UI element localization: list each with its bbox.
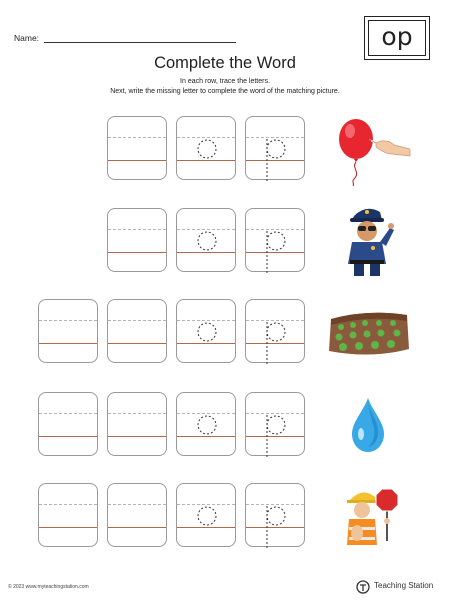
name-line[interactable] [44,42,236,43]
cop-picture [342,204,402,278]
letter-box-blank[interactable] [38,299,98,363]
letter-box-trace-o[interactable] [176,116,236,180]
letter-box-blank[interactable] [107,483,167,547]
balloon-pop-picture [334,112,414,188]
instruction-line-2: Next, write the missing letter to complete the word of the matching picture. [110,88,340,95]
letter-box-trace-o[interactable] [176,483,236,547]
letter-box-trace-p[interactable] [245,483,305,547]
letter-box-trace-o[interactable] [176,208,236,272]
letter-box-trace-p[interactable] [245,116,305,180]
logo-text: Teaching Station [374,581,434,590]
instruction-line-1: In each row, trace the letters. [180,78,270,85]
letter-box-trace-p[interactable] [245,208,305,272]
crop-picture [327,305,411,359]
word-family-text: op [368,20,426,56]
name-label: Name: [14,33,40,43]
letter-box-trace-o[interactable] [176,299,236,363]
letter-box-blank[interactable] [38,392,98,456]
letter-box-trace-p[interactable] [245,299,305,363]
teaching-station-logo [356,580,446,594]
letter-box-blank[interactable] [107,299,167,363]
letter-box-blank[interactable] [107,208,167,272]
logo-icon [356,580,370,594]
page-title: Complete the Word [154,54,296,72]
letter-box-trace-p[interactable] [245,392,305,456]
letter-box-blank[interactable] [107,116,167,180]
letter-box-trace-o[interactable] [176,392,236,456]
letter-box-blank[interactable] [38,483,98,547]
letter-box-blank[interactable] [107,392,167,456]
copyright-text: © 2023 www.myteachingstation.com [8,584,89,590]
drop-picture [348,396,388,456]
stop-picture [341,485,407,551]
